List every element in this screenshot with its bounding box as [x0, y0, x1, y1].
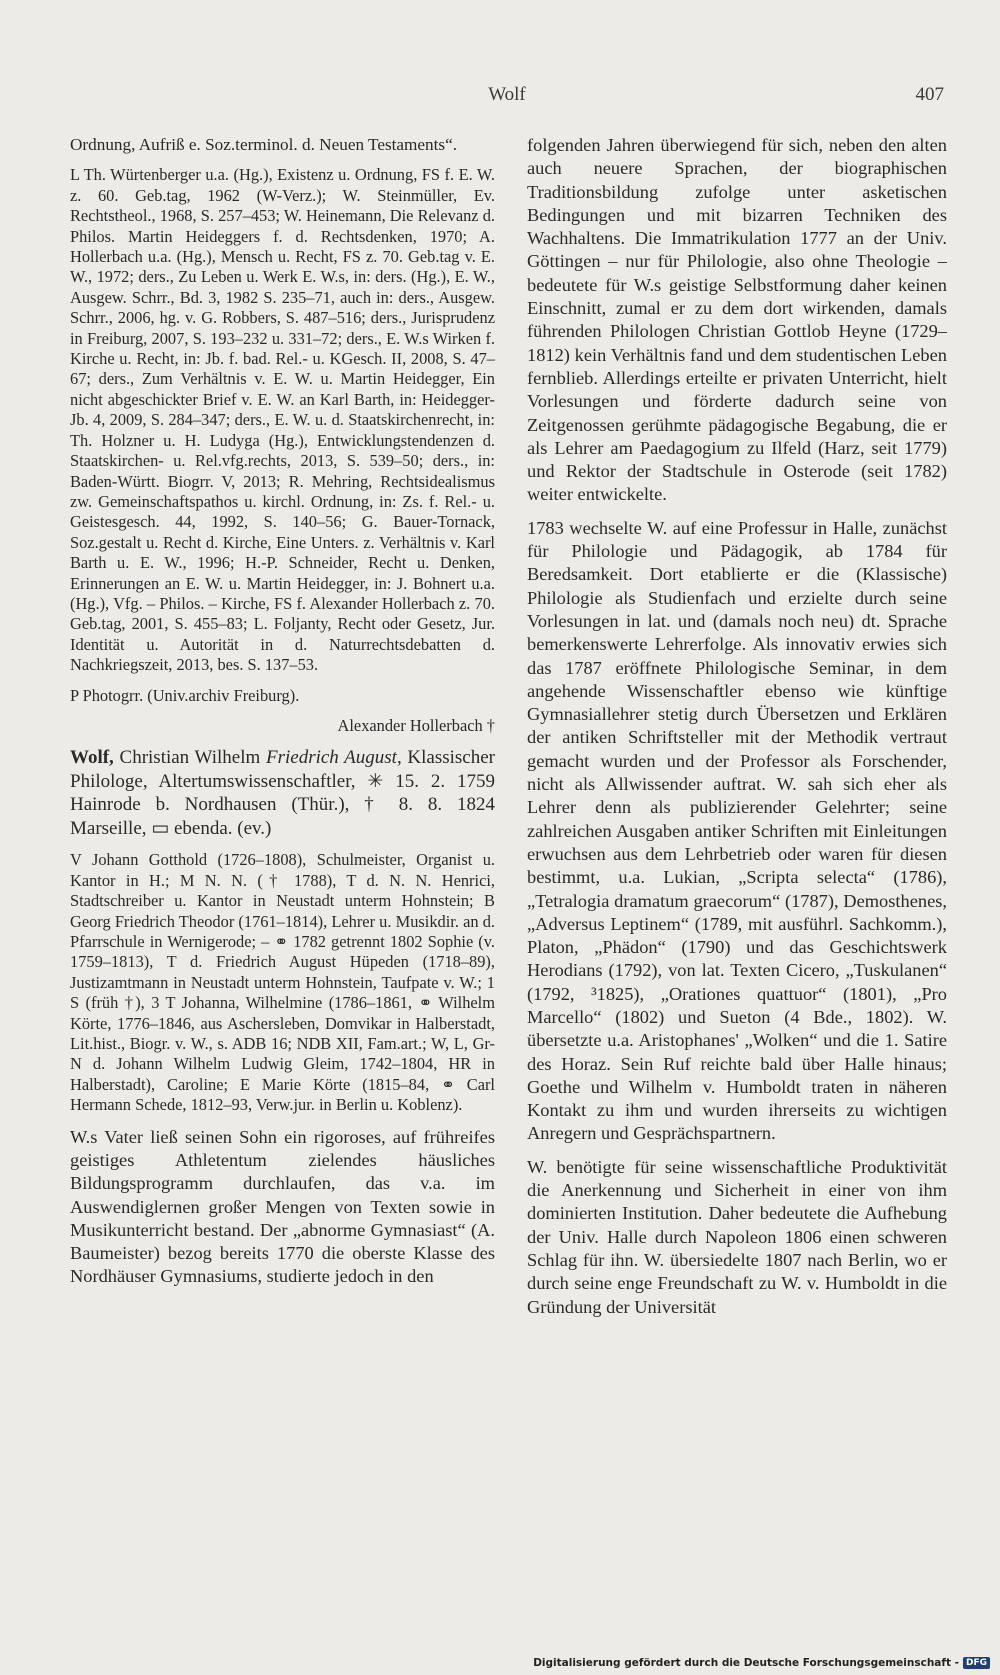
right-column [527, 134, 947, 1329]
photo-note: P Photogrr. (Univ.archiv Freiburg). [70, 685, 300, 705]
entry-given-names-italic: Friedrich August [265, 747, 397, 769]
entry-heading [70, 746, 495, 840]
dfg-logo: DFG [963, 1657, 990, 1669]
footer-credit [533, 1657, 990, 1669]
left-column [70, 134, 495, 1299]
author-signature: Alexander Hollerbach † [337, 715, 495, 735]
entry-surname: Wolf, [70, 747, 114, 769]
entry-given-names: Christian Wilhelm [113, 747, 266, 769]
entry-description: , Klassischer Philologe, Altertumswissenschaftler, ✳ 15. 2. 1759 Hainrode b. Nordhausen (Thür.), † 8. 8. 1824 Marseille, ▭ ebenda. (ev.) [70, 747, 495, 839]
page-number: 407 [915, 84, 944, 105]
right-paragraph-1: folgenden Jahren überwiegend für sich, neben den alten auch neuere Sprachen, der biographischen Traditionsbildung zufolge unter asketischen Bedingungen und mit bizarren Techniken des Wachhaltens. Die Immatrikulation 1777 an der Univ. Göttingen – nur für Philologie, also ohne Theologie – bedeutete für W.s geistige Selbstformung daher keinen Einschnitt, zumal er zu dem dort wirkenden, damals führenden Philologen Christian Gottlob Heyne (1729–1812) kein Verhältnis fand und dem studentischen Leben fernblieb. Allerdings erteilte er privaten Unterricht, hielt Vorlesungen und förderte dadurch seine von Zeitgenossen gerühmte pädagogische Begabung, die er als Lehrer am Paedagogium zu Ilfeld (Harz, seit 1779) und Rektor der Stadtschule in Osterode (seit 1782) weiter entwickelte. [527, 135, 947, 505]
right-paragraph-2: 1783 wechselte W. auf eine Professur in Halle, zunächst für Philologie und Pädagogik, ab 1784 für Beredsamkeit. Dort etablierte er die (Klassische) Philologie als Studienfach und erzielte durch seine Vorlesungen in lat. und (damals noch neu) dt. Sprache bemerkenswerte Lehrerfolge. Als innovativ erwies sich das 1787 eröffnete Philologische Seminar, in dem angehende Wissenschaftler ebenso wie künftige Gymnasiallehrer stetig durch Übersetzen und Erklären der antiken Schriftsteller mit der Methodik vertraut gemacht wurden und der Professor als Forschender, nicht als Allwissender auftrat. W. sah sich eher als Lehrer denn als publizierender Gelehrter; seine zahlreichen Ausgaben antiker Schriften mit Einleitungen erwuchsen aus dem Lehrbetrieb oder waren für diesen bestimmt, u.a. Lukian, „Scripta selecta“ (1786), „Tetralogia dramatum graecorum“ (1787), Demosthenes, „Adversus Leptinem“ (1789, mit ausführl. Sachkomm.), Platon, „Phädon“ (1790) und das Geschichtswerk Herodians (1792), von lat. Texten Cicero, „Tuskulanen“ (1792, ³1825), „Orationes quattuor“ (1801), „Pro Marcello“ (1802) und Sueton (4 Bde., 1802). W. übersetzte u.a. Aristophanes' „Wolken“ und die 1. Satire des Horaz. Sein Ruf reichte bald über Halle hinaus; Goethe und Wilhelm v. Humboldt traten in näheren Kontakt zu ihm und wurden ihrerseits zu wichtigen Anregern und Gesprächspartnern. [527, 517, 947, 1144]
page-header [70, 84, 944, 110]
left-body-paragraph: W.s Vater ließ seinen Sohn ein rigoroses, auf frühreifes geistiges Athletentum zielendes häusliches Bildungsprogramm durchlaufen, das v.a. im Auswendiglernen großer Mengen von Texten sowie in Musikunterricht bestand. Der „abnorme Gymnasiast“ (A. Baumeister) bezog bereits 1770 die oberste Klasse des Nordhäuser Gymnasiums, studierte jedoch in den [70, 1126, 495, 1287]
running-title: Wolf [488, 84, 526, 105]
footer-text: Digitalisierung gefördert durch die Deutsche Forschungsgemeinschaft - [533, 1657, 959, 1669]
literature-list: L Th. Würtenberger u.a. (Hg.), Existenz u. Ordnung, FS f. E. W. z. 60. Geb.tag, 1962 (W-Verz.); W. Steinmüller, Ev. Rechtstheol., 1968, S. 257–453; W. Heinemann, Die Relevanz d. Philos. Martin Heideggers f. d. Rechtsdenken, 1970; A. Hollerbach u.a. (Hg.), Mensch u. Recht, FS z. 70. Geb.tag v. E. W., 1972; ders., Zu Leben u. Werk E. W.s, in: ders. (Hg.), E. W., Ausgew. Schrr., Bd. 3, 1982 S. 235–71, auch in: ders., Ausgew. Schrr., 2006, hg. v. G. Robbers, S. 487–516; ders., Jurisprudenz in Freiburg, 2007, S. 193–232 u. 331–72; ders., E. W.s Wirken f. Kirche u. Recht, in: Jb. f. bad. Rel.- u. KGesch. II, 2008, S. 47–67; ders., Zum Verhältnis v. E. W. u. Martin Heidegger, Ein nicht abgeschickter Brief v. E. W. an Karl Barth, in: Heidegger-Jb. 4, 2009, S. 284–347; ders., E. W. u. d. Staatskirchenrecht, in: Th. Holzner u. H. Ludyga (Hg.), Entwicklungstendenzen d. Staatskirchen- u. Rel.vfg.rechts, 2013, S. 539–50; ders., in: Baden-Württ. Biogrr. V, 2013; R. Mehring, Rechtsidealismus zw. Gemeinschaftspathos u. kirchl. Ordnung, in: Zs. f. Rel.- u. Geistesgesch. 44, 1992, S. 140–56; G. Bauer-Tornack, Soz.gestalt u. Recht d. Kirche, Eine Unters. z. Verhältnis v. Karl Barth u. E. W., 1996; H.-P. Schneider, Recht u. Denken, Erinnerungen an E. W. u. Martin Heidegger, in: J. Bohnert u.a. (Hg.), Vfg. – Philos. – Kirche, FS f. Alexander Hollerbach z. 70. Geb.tag, 2001, S. 455–83; L. Foljanty, Recht oder Gesetz, Jur. Identität u. Autorität in d. Naturrechtsdebatten d. Nachkriegszeit, 2013, bes. S. 137–53. [70, 165, 495, 675]
genealogy: V Johann Gotthold (1726–1808), Schulmeister, Organist u. Kantor in H.; M N. N. († 1788), T d. N. N. Henrici, Stadtschreiber u. Kantor in Neustadt unterm Hohnstein; B Georg Friedrich Theodor (1761–1814), Lehrer u. Musikdir. an d. Pfarrschule in Wernigerode; – ⚭ 1782 getrennt 1802 Sophie (v. 1759–1813), T d. Friedrich August Hüpeden (1718–89), Justizamtmann in Neustadt unterm Hohnstein, Taufpate v. W.; 1 S (früh †), 3 T Johanna, Wilhelmine (1786–1861, ⚭ Wilhelm Körte, 1776–1846, aus Aschersleben, Domvikar in Halberstadt, Lit.hist., Biogr. v. W., s. ADB 16; NDB XII, Fam.art.; W, L, Gr-N d. Johann Wilhelm Ludwig Gleim, 1742–1804, HR in Halberstadt), Caroline; E Marie Körte (1815–84, ⚭ Carl Hermann Schede, 1812–93, Verw.jur. in Berlin u. Koblenz). [70, 850, 495, 1115]
right-paragraph-3: W. benötigte für seine wissenschaftliche Produktivität die Anerkennung und Sicherheit in einer von ihm dominierten Institution. Daher bedeutete die Aufhebung der Univ. Halle durch Napoleon 1806 einen schweren Schlag für ihn. W. übersiedelte 1807 nach Berlin, wo er durch seine enge Freundschaft zu W. v. Humboldt in die Gründung der Universität [527, 1156, 947, 1317]
left-paragraph-1: Ordnung, Aufriß e. Soz.terminol. d. Neuen Testaments“. [70, 135, 458, 154]
